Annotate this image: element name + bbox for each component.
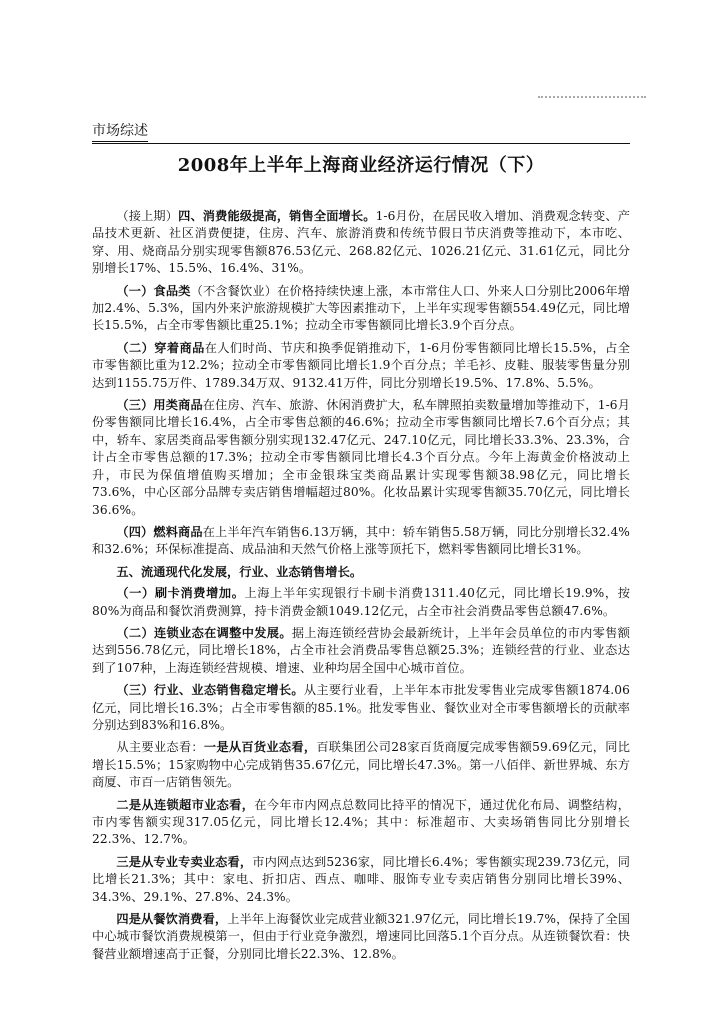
paragraph-text: 在住房、汽车、旅游、休闲消费扩大，私车牌照拍卖数量增加等推动下，1-6月份零售额同比增长16.4%，占全市零售总额的46.6%；拉动全市零售额同比增长7.6个百分点；其中，轿车、家居类商品零售额分别实现132.47亿元、247.10亿元，同比增长33.3%、23.3%，合计占全市零售总额的17.3%；拉动全市零售额同比增长4.3个百分点。今年上海黄金价格波动上升，市民为保值增值购买增加；全市金银珠宝类商品累计实现零售额38.98亿元，同比增长73.6%，中心区部分品牌专卖店销售增幅超过80%。化妆品累计实现零售额35.70亿元，同比增长36.6%。 <box>92 398 631 517</box>
paragraph-text: 市内网点达到5236家，同比增长6.4%；零售额实现239.73亿元，同比增长21.3%；其中：家电、折扣店、西点、咖啡、服饰专业专卖店销售分别同比增长39%、34.3%、29.1%、27.8%、24.3%。 <box>92 854 630 904</box>
paragraph-1 <box>92 208 630 278</box>
paragraph-lead: 一是从百货业态看， <box>203 740 317 755</box>
paragraph-13 <box>92 911 630 963</box>
header-decoration <box>538 96 646 104</box>
paragraph-lead: 四、消费能级提高，销售全面增长。 <box>178 209 376 223</box>
section-label: 市场综述 <box>92 122 148 142</box>
paragraph-3 <box>92 340 630 392</box>
paragraph-prefix: 从主要业态看： <box>116 740 204 755</box>
paragraph-text: 百联集团公司28家百货商厦完成零售额59.69亿元，同比增长15.5%；15家购物中心完成销售35.67亿元，同比增长47.3%。第一八佰伴、新世界城、东方商厦、市百一店销售领先。 <box>92 740 630 790</box>
paragraph-11 <box>92 797 630 849</box>
paragraph-lead: （三）行业、业态销售稳定增长。 <box>116 683 304 698</box>
paragraph-text: 在人们时尚、节庆和换季促销推动下，1-6月份零售额同比增长15.5%，占全市零售额比重为12.2%；拉动全市零售额同比增长1.9个百分点；羊毛衫、皮鞋、服装零售量分别达到1155.75万件、1789.34万双、9132.41万件，同比分别增长19.5%、17.8%、5.5%。 <box>92 340 631 390</box>
paragraph-lead: （一）食品类 <box>116 283 191 298</box>
paragraph-lead: （二）穿着商品 <box>116 340 205 355</box>
section-heading: 五、流通现代化发展，行业、业态销售增长。 <box>116 564 363 579</box>
paragraph-text: 从主要行业看，上半年本市批发零售业完成零售额1874.06亿元，同比增长16.3%；占全市零售额的85.1%。批发零售业、餐饮业对全市零售额增长的贡献率分别达到83%和16.8%。 <box>92 683 630 732</box>
paragraph-text: 上海上半年实现银行卡刷卡消费1311.40亿元，同比增长19.9%，按80%为商品和餐饮消费测算，持卡消费金额1049.12亿元，占全市社会消费品零售总额47.6%。 <box>92 586 630 618</box>
paragraph-prefix: （接上期） <box>116 209 179 223</box>
paragraph-text: 在上半年汽车销售6.13万辆，其中：轿车销售5.58万辆，同比分别增长32.4%和32.6%；环保标准提高、成品油和天然气价格上涨等顶托下，燃料零售额同比增长31%。 <box>92 524 630 557</box>
paragraph-lead: （三）用类商品 <box>116 398 203 413</box>
paragraph-text: 1-6月份，在居民收入增加、消费观念转变、产品技术更新、社区消费便捷，住房、汽车、旅游消费和传统节假日节庆消费等推动下，本市吃、穿、用、烧商品分别实现零售额876.53亿元、268.82亿元、1026.21亿元、31.61亿元，同比分别增长17%、15.5%、16.4%、31%。 <box>92 209 630 276</box>
paragraph-8 <box>92 625 630 677</box>
header-rule <box>92 143 630 144</box>
paragraph-text: （不含餐饮业）在价格持续快速上涨，本市常住人口、外来人口分别比2006年增加2.4%、5.3%，国内外来沪旅游规模扩大等因素推动下，上半年实现零售额554.49亿元，同比增长15.5%，占全市零售额比重25.1%；拉动全市零售额同比增长3.9个百分点。 <box>92 283 630 333</box>
paragraph-lead: （二）连锁业态在调整中发展。 <box>116 625 292 640</box>
paragraph-lead: （四）燃料商品 <box>116 524 203 539</box>
paragraph-lead: 三是从专业专卖业态看， <box>116 854 253 869</box>
paragraph-text: 据上海连锁经营协会最新统计，上半年会员单位的市内零售额达到556.78亿元，同比增长18%，占全市社会消费品零售总额25.3%；连锁经营的行业、业态达到了107种，上海连锁经营规模、增速、业种均居全国中心城市首位。 <box>92 625 630 675</box>
paragraph-text: 上半年上海餐饮业完成营业额321.97亿元，同比增长19.7%，保持了全国中心城市餐饮消费规模第一，但由于行业竞争激烈，增速同比回落5.1个百分点。从连锁餐饮看：快餐营业额增速高于正餐，分别同比增长22.3%、12.8%。 <box>92 912 630 961</box>
paragraph-4 <box>92 397 630 519</box>
paragraph-2 <box>92 283 630 335</box>
paragraph-text: 在今年市内网点总数同比持平的情况下，通过优化布局、调整结构，市内零售额实现317.05亿元，同比增长12.4%；其中：标准超市、大卖场销售同比分别增长22.3%、12.7%。 <box>92 797 631 847</box>
page-title: 2008年上半年上海商业经济运行情况（下） <box>177 155 545 176</box>
paragraph-lead: （一）刷卡消费增加。 <box>116 586 245 601</box>
paragraph-6 <box>92 564 630 581</box>
paragraph-10 <box>92 739 630 791</box>
paragraph-9 <box>92 682 630 734</box>
paragraph-12 <box>92 854 630 906</box>
paragraph-5 <box>92 524 630 559</box>
paragraph-7 <box>92 585 630 620</box>
article-body <box>92 208 630 968</box>
paragraph-lead: 四是从餐饮消费看， <box>116 912 228 927</box>
paragraph-lead: 二是从连锁超市业态看， <box>116 797 255 812</box>
